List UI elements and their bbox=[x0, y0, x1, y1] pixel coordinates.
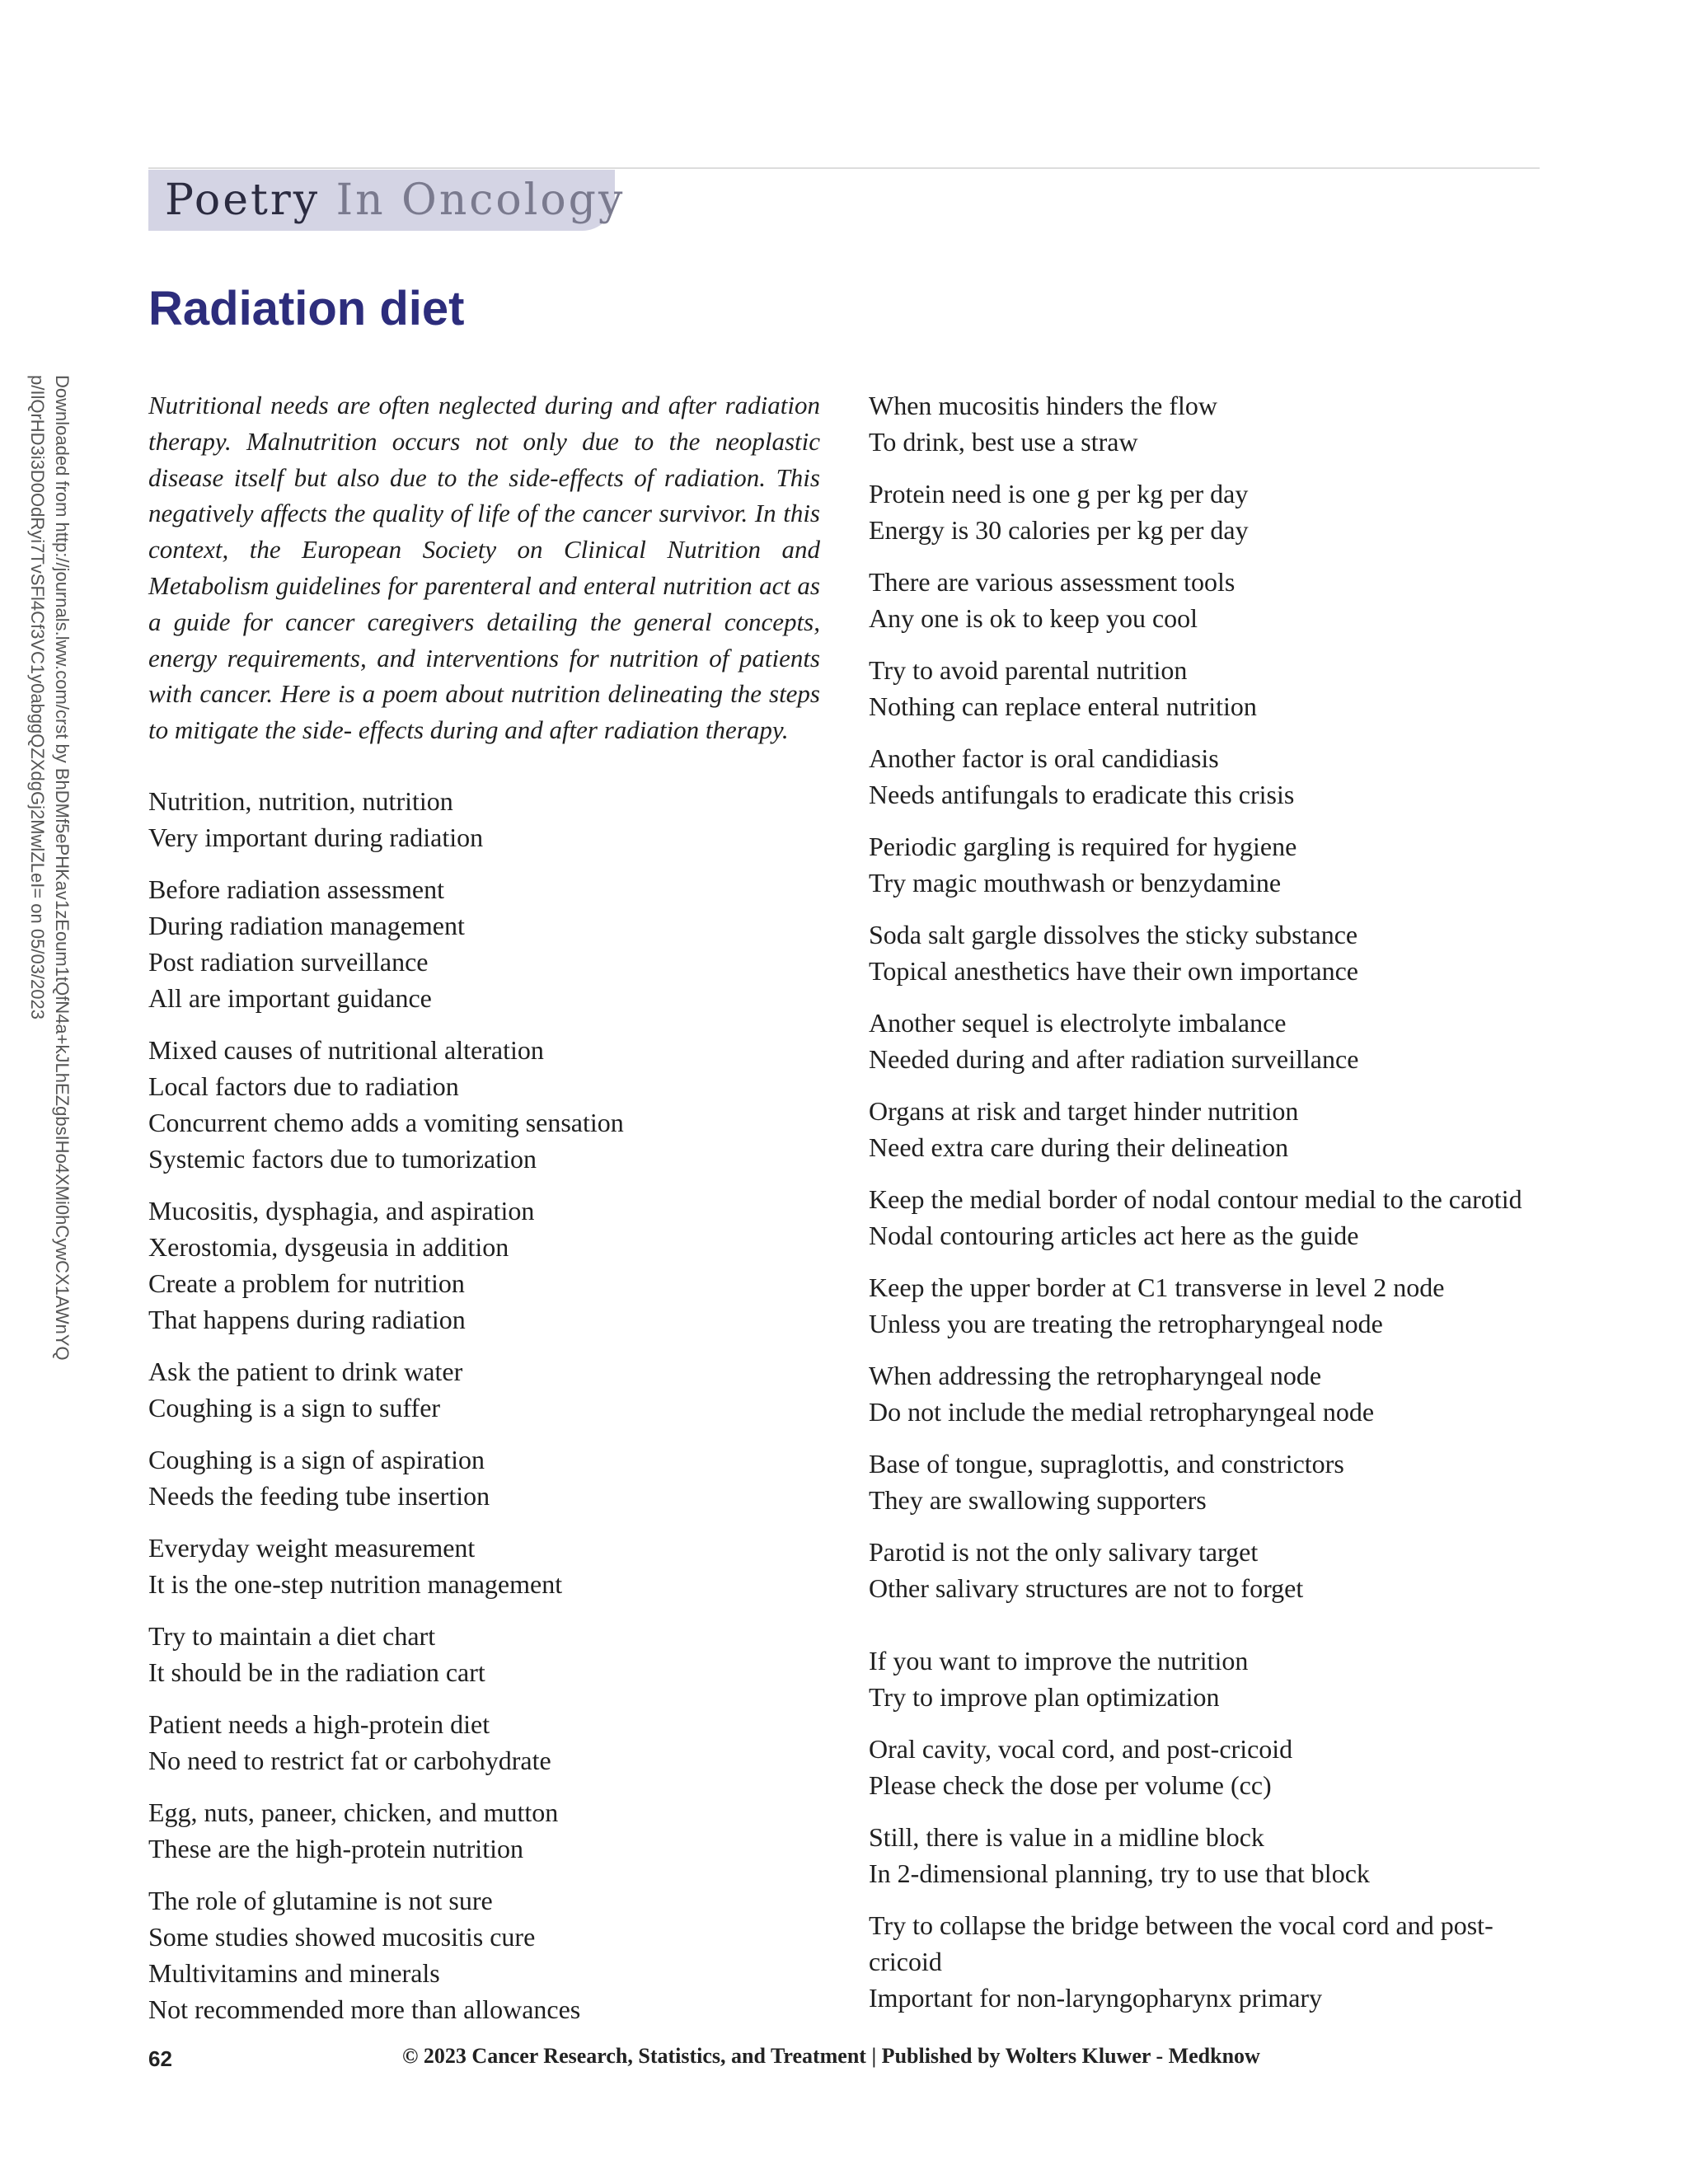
poem-stanza bbox=[148, 1530, 820, 1602]
poem-line: That happens during radiation bbox=[148, 1304, 466, 1334]
poem-line: Do not include the medial retropharyngeal node bbox=[869, 1397, 1375, 1427]
download-watermark: Downloaded from http://journals.lww.com/crst by BhDMf5ePHKav1zEoum1tQfN4a+kJLhEZgbsIHo4XMi0hCywCX1AWnYQp/IlQrHD3i3D0OdRyi7TvSFl4Cf3VC1y0abggQZXdgGj2MwlZLeI= on 05/03/2023 bbox=[27, 375, 73, 1361]
poem-line: All are important guidance bbox=[148, 982, 432, 1013]
poem-stanza bbox=[869, 1269, 1553, 1342]
poem-stanza bbox=[869, 1181, 1553, 1254]
poem-line: Another factor is oral candidiasis bbox=[869, 743, 1219, 773]
poem-line: Systemic factors due to tumorization bbox=[148, 1143, 537, 1174]
poem-line: When mucositis hinders the flow bbox=[869, 391, 1218, 420]
poem-stanza bbox=[148, 1706, 820, 1779]
poem-line: Periodic gargling is required for hygiene bbox=[869, 832, 1297, 861]
poem-line: If you want to improve the nutrition bbox=[869, 1646, 1249, 1675]
poem-line: Other salivary structures are not to forget bbox=[869, 1573, 1304, 1603]
poem-line: Try to collapse the bridge between the vocal cord and post-cricoid bbox=[869, 1910, 1493, 1976]
poem-line: Some studies showed mucositis cure bbox=[148, 1921, 536, 1952]
poem-line: Parotid is not the only salivary target bbox=[869, 1537, 1259, 1567]
poem-stanza bbox=[148, 783, 820, 855]
poem-line: The role of glutamine is not sure bbox=[148, 1885, 493, 1915]
section-tab bbox=[148, 170, 626, 231]
section-label-primary: Poetry bbox=[165, 176, 321, 225]
poem-stanza bbox=[869, 1446, 1553, 1518]
article-title: Radiation diet bbox=[148, 282, 465, 335]
poem-line: Try magic mouthwash or benzydamine bbox=[869, 868, 1282, 898]
poem-stanza bbox=[148, 1353, 820, 1426]
poem-line: No need to restrict fat or carbohydrate bbox=[148, 1745, 551, 1775]
poem-stanza bbox=[869, 1643, 1553, 1715]
poem-line: Topical anesthetics have their own importance bbox=[869, 956, 1358, 986]
poem-line: Before radiation assessment bbox=[148, 874, 444, 904]
poem-line: Concurrent chemo adds a vomiting sensation bbox=[148, 1107, 624, 1137]
poem-line: These are the high-protein nutrition bbox=[148, 1833, 523, 1863]
poem-line: Need extra care during their delineation bbox=[869, 1132, 1289, 1162]
poem-line: They are swallowing supporters bbox=[869, 1485, 1207, 1515]
poem-line: Nodal contouring articles act here as the guide bbox=[869, 1221, 1359, 1250]
poem-line: Ask the patient to drink water bbox=[148, 1356, 463, 1386]
poem-line: Needs antifungals to eradicate this crisis bbox=[869, 780, 1295, 809]
poem-stanza bbox=[148, 1794, 820, 1867]
poem-line: Organs at risk and target hinder nutrition bbox=[869, 1096, 1299, 1126]
poem-line: Nothing can replace enteral nutrition bbox=[869, 691, 1257, 721]
poem-line: When addressing the retropharyngeal node bbox=[869, 1361, 1322, 1390]
header-rule bbox=[148, 167, 1540, 169]
poem-line: Another sequel is electrolyte imbalance bbox=[869, 1008, 1287, 1038]
poem-line: In 2-dimensional planning, try to use that block bbox=[869, 1858, 1370, 1888]
poem-stanza bbox=[869, 1093, 1553, 1165]
abstract: Nutritional needs are often neglected during and after radiation therapy. Malnutrition occurs not only due to the neoplastic disease itself but also due to the side-effects of radiation. This negatively affects the quality of life of the cancer survivor. In this context, the European Society on Clinical Nutrition and Metabolism guidelines for parenteral and enteral nutrition act as a guide for cancer caregivers detailing the general concepts, energy requirements, and interventions for nutrition of patients with cancer. Here is a poem about nutrition delineating the steps to mitigate the side- effects during and after radiation therapy. bbox=[148, 391, 820, 745]
poem-line: Create a problem for nutrition bbox=[148, 1268, 465, 1298]
poem-stanza bbox=[869, 1534, 1553, 1606]
poem-line: Everyday weight measurement bbox=[148, 1532, 476, 1563]
page-number: 62 bbox=[148, 2046, 172, 2071]
poem-stanza bbox=[869, 652, 1553, 724]
poem-line: Base of tongue, supraglottis, and constrictors bbox=[869, 1449, 1344, 1479]
poem-stanza bbox=[869, 1357, 1553, 1430]
poem-line: There are various assessment tools bbox=[869, 567, 1236, 597]
poem-line: Coughing is a sign of aspiration bbox=[148, 1444, 485, 1474]
poem-stanza bbox=[148, 1441, 820, 1514]
poem-line: During radiation management bbox=[148, 910, 465, 940]
poem-line: Unless you are treating the retropharyngeal node bbox=[869, 1309, 1383, 1338]
poem-line: Not recommended more than allowances bbox=[148, 1994, 581, 2024]
poem-stanza bbox=[869, 916, 1553, 989]
poem-line: Soda salt gargle dissolves the sticky substance bbox=[869, 920, 1358, 949]
poem-line: Egg, nuts, paneer, chicken, and mutton bbox=[148, 1797, 559, 1827]
poem-line: Try to improve plan optimization bbox=[869, 1682, 1220, 1712]
poem-stanza bbox=[869, 564, 1553, 636]
poem-stanza bbox=[148, 1032, 820, 1177]
poem-line: Nutrition, nutrition, nutrition bbox=[148, 785, 453, 816]
poem-stanza bbox=[148, 1882, 820, 2027]
right-column bbox=[869, 387, 1553, 2032]
poem-line: Coughing is a sign to suffer bbox=[148, 1392, 441, 1422]
poem-line: Keep the upper border at C1 transverse in level 2 node bbox=[869, 1272, 1445, 1302]
poem-line: Try to avoid parental nutrition bbox=[869, 655, 1188, 685]
section-label-secondary: In Oncology bbox=[335, 176, 626, 225]
poem-line: Energy is 30 calories per kg per day bbox=[869, 515, 1249, 545]
poem-line: It is the one-step nutrition management bbox=[148, 1568, 563, 1599]
poem-stanza bbox=[148, 871, 820, 1016]
poem-stanza bbox=[869, 1005, 1553, 1077]
poem-line: Patient needs a high-protein diet bbox=[148, 1708, 490, 1739]
poem-stanza bbox=[869, 387, 1553, 460]
poem-stanza bbox=[869, 740, 1553, 813]
poem-stanza bbox=[869, 828, 1553, 901]
poem-line: To drink, best use a straw bbox=[869, 427, 1138, 457]
poem-line: Mucositis, dysphagia, and aspiration bbox=[148, 1195, 535, 1226]
poem-line: Still, there is value in a midline block bbox=[869, 1822, 1264, 1852]
poem-line: Needs the feeding tube insertion bbox=[148, 1480, 490, 1511]
poem-line: Local factors due to radiation bbox=[148, 1071, 459, 1101]
poem-line: Post radiation surveillance bbox=[148, 946, 429, 977]
poem-stanza bbox=[869, 1907, 1553, 2016]
poem-stanza bbox=[148, 1618, 820, 1690]
poem-line: Keep the medial border of nodal contour medial to the carotid bbox=[869, 1184, 1522, 1214]
left-column bbox=[148, 387, 820, 2043]
poem-line: Please check the dose per volume (cc) bbox=[869, 1770, 1272, 1800]
poem-stanza bbox=[148, 1193, 820, 1338]
poem-stanza bbox=[869, 476, 1553, 548]
poem-line: Mixed causes of nutritional alteration bbox=[148, 1034, 544, 1065]
poem-line: Try to maintain a diet chart bbox=[148, 1620, 436, 1651]
poem-line: Multivitamins and minerals bbox=[148, 1957, 440, 1988]
poem-line: Important for non-laryngopharynx primary bbox=[869, 1983, 1323, 2013]
poem-stanza bbox=[869, 1819, 1553, 1891]
poem-line: Any one is ok to keep you cool bbox=[869, 603, 1198, 633]
poem-left bbox=[148, 783, 820, 2027]
poem-line: Protein need is one g per kg per day bbox=[869, 479, 1249, 509]
poem-line: It should be in the radiation cart bbox=[148, 1657, 485, 1687]
copyright-line: © 2023 Cancer Research, Statistics, and Treatment | Published by Wolters Kluwer - Medknow bbox=[402, 2044, 1260, 2068]
poem-line: Needed during and after radiation surveillance bbox=[869, 1044, 1359, 1074]
poem-stanza bbox=[869, 1731, 1553, 1803]
poem-right bbox=[869, 387, 1553, 2016]
poem-line: Xerostomia, dysgeusia in addition bbox=[148, 1231, 509, 1262]
poem-line: Very important during radiation bbox=[148, 822, 484, 852]
poem-line: Oral cavity, vocal cord, and post-cricoid bbox=[869, 1734, 1293, 1764]
